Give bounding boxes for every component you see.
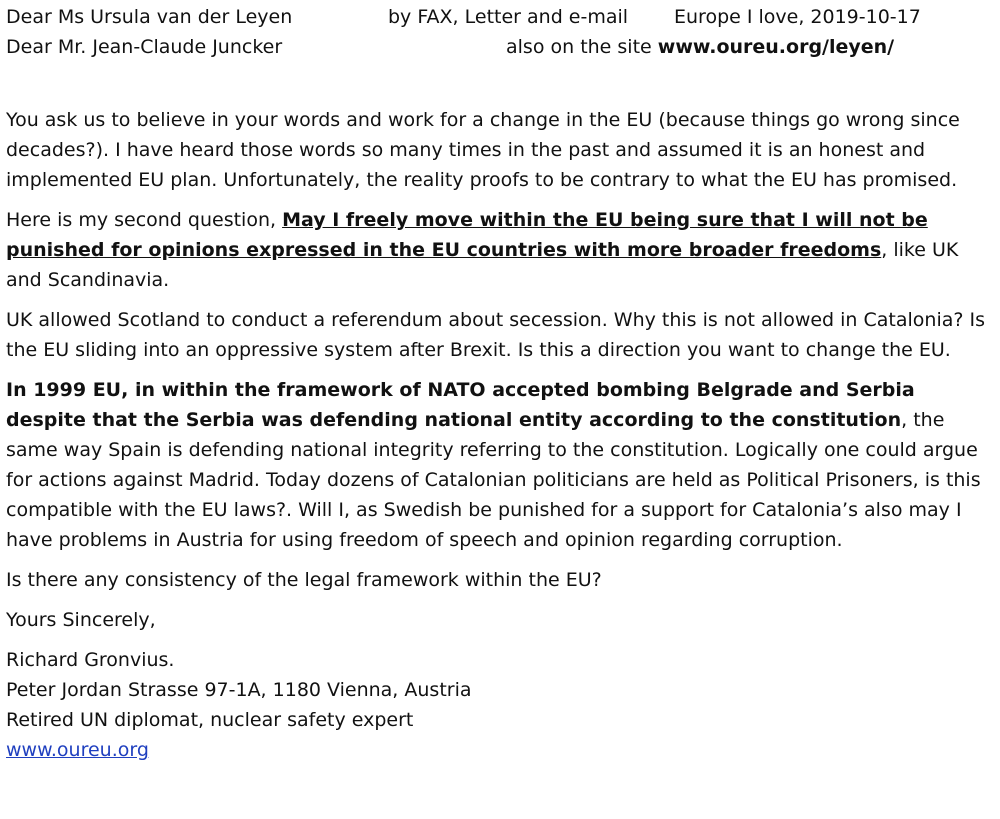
site-prefix: also on the site: [506, 36, 658, 58]
signature-title: Retired UN diplomat, nuclear safety expert: [6, 709, 414, 731]
paragraph-1: You ask us to believe in your words and work for a change in the EU (because things go wrong since decades?). I have heard those words so many times in the past and assumed it is an honest and implemented EU plan. Unfortunately, the reality proofs to be contrary to what the EU has promised.: [6, 109, 960, 191]
delivery-method: by FAX, Letter and e-mail: [388, 6, 629, 28]
signature-block: [6, 645, 998, 765]
place-date: Europe I love, 2019-10-17: [674, 6, 921, 28]
paragraph-3: UK allowed Scotland to conduct a referendum about secession. Why this is not allowed in Catalonia? Is the EU sliding into an oppressive system after Brexit. Is this a direction you want to change the EU.: [6, 309, 986, 361]
paragraph-4-emphasis: In 1999 EU, in within the framework of NATO accepted bombing Belgrade and Serbia despite that the Serbia was defending national entity according to the constitution: [6, 379, 915, 431]
closing: Yours Sincerely,: [6, 609, 156, 631]
paragraph-2-question: May I freely move within the EU being sure that I will not be punished for opinions expressed in the EU countries with more broader freedoms: [6, 209, 928, 261]
signature-name: Richard Gronvius.: [6, 649, 175, 671]
letter-body: [6, 105, 998, 765]
site-reference: [506, 32, 894, 62]
paragraph-2-suffix: , like UK and Scandinavia.: [6, 239, 959, 291]
paragraph-4: [6, 375, 998, 555]
paragraph-2: [6, 205, 998, 295]
paragraph-5: Is there any consistency of the legal framework within the EU?: [6, 569, 602, 591]
paragraph-2-prefix: Here is my second question,: [6, 209, 283, 231]
salutation-line-2: Dear Mr. Jean-Claude Juncker: [6, 36, 283, 58]
site-url: www.oureu.org/leyen/: [657, 36, 895, 58]
salutation-line-1: Dear Ms Ursula van der Leyen: [6, 6, 293, 28]
website-link[interactable]: www.oureu.org: [6, 739, 149, 761]
signature-address: Peter Jordan Strasse 97-1A, 1180 Vienna, Austria: [6, 679, 472, 701]
paragraph-4-rest: , the same way Spain is defending national integrity referring to the constitution. Logically one could argue for actions against Madrid. Today dozens of Catalonian politicians are held as Political Prisoners, is this compatible with the EU laws?. Will I, as Swedish be punished for a support for Catalonia’s also may I have problems in Austria for using freedom of speech and opinion regarding corruption.: [6, 409, 981, 551]
